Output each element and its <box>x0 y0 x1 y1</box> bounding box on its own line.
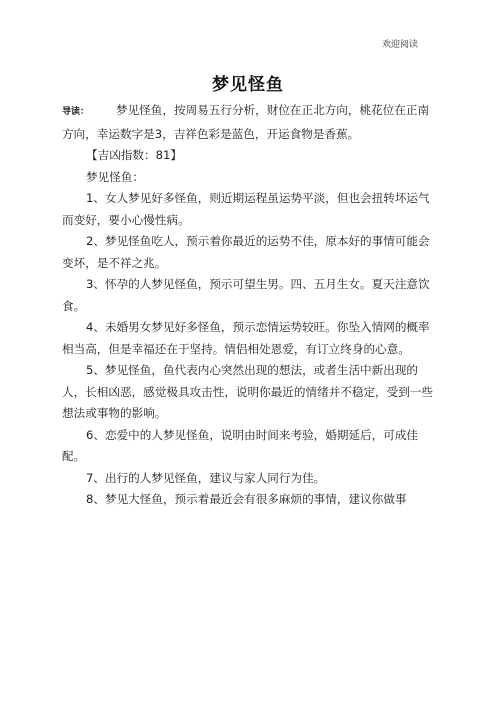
intro-paragraph <box>62 100 437 145</box>
list-item: 2、梦见怪鱼吃人，预示着你最近的运势不佳，原本好的事情可能会变坏，是不祥之兆。 <box>62 234 430 270</box>
article-body <box>62 100 437 511</box>
list-item: 3、怀孕的人梦见怪鱼，预示可望生男。四、五月生女。夏天注意饮食。 <box>62 277 430 313</box>
list-item: 8、梦见大怪鱼，预示着最近会有很多麻烦的事情，建议你做事 <box>86 492 407 506</box>
subheading: 梦见怪鱼： <box>86 169 144 184</box>
list-item: 1、女人梦见好多怪鱼，则近期运程虽运势平淡，但也会扭转坏运气而变好，要小心慢性病。 <box>62 191 430 227</box>
list-item: 6、恋爱中的人梦见怪鱼，说明由时间来考验，婚期延后，可成佳配。 <box>62 427 419 463</box>
intro-text: 梦见怪鱼，按周易五行分析，财位在正北方向，桃花位在正南方向，幸运数字是3，吉祥色彩是蓝色，开运食物是香蕉。 <box>62 103 430 141</box>
list-item: 7、出行的人梦见怪鱼，建议与家人同行为佳。 <box>86 470 326 485</box>
page-title: 梦见怪鱼 <box>212 75 284 95</box>
list-item: 5、梦见怪鱼，鱼代表内心突然出现的想法，或者生活中新出现的人，长相凶恶，感觉极具攻击性，说明你最近的情绪并不稳定，受到一些想法或事物的影响。 <box>62 363 434 420</box>
score-line: 【吉凶指数：81】 <box>86 148 182 162</box>
intro-label: 导读： <box>62 107 90 117</box>
list-item: 4、未婚男女梦见好多怪鱼，预示恋情运势较旺。你坠入情网的概率相当高，但是幸福还在于坚持。情侣相处恩爱，有订立终身的心意。 <box>62 320 430 356</box>
header-note: 欢迎阅读 <box>381 40 418 50</box>
